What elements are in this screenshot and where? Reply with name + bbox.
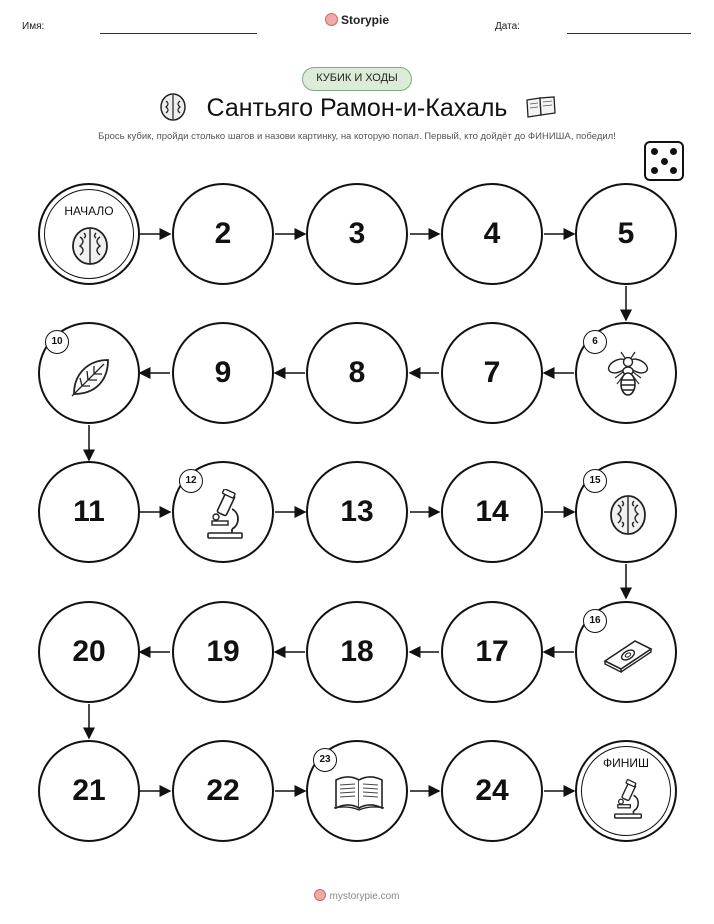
cell-number: 5 bbox=[617, 217, 635, 250]
cell-number: 8 bbox=[348, 356, 366, 389]
finish-label: ФИНИШ bbox=[602, 756, 650, 770]
cell-5 bbox=[575, 183, 677, 285]
cell-number: 4 bbox=[483, 217, 501, 250]
cell-number: 22 bbox=[206, 774, 240, 807]
instructions: Брось кубик, пройди столько шагов и назови картинку, на которую попал. Первый, кто дойдёт до ФИНИША, победил! bbox=[98, 131, 616, 142]
cell-2 bbox=[172, 183, 274, 285]
cell-7 bbox=[441, 322, 543, 424]
cell-11 bbox=[38, 461, 140, 563]
book-icon bbox=[332, 774, 386, 812]
cell-20 bbox=[38, 601, 140, 703]
cell-13 bbox=[306, 461, 408, 563]
brain-icon bbox=[606, 493, 650, 537]
cell-4 bbox=[441, 183, 543, 285]
cell-number: 21 bbox=[72, 774, 106, 807]
cell-number: 14 bbox=[475, 495, 509, 528]
cell-21 bbox=[38, 740, 140, 842]
cell-9 bbox=[172, 322, 274, 424]
cell-number-badge: 10 bbox=[45, 330, 69, 354]
cell-number: 9 bbox=[214, 356, 232, 389]
cell-19 bbox=[172, 601, 274, 703]
cell-22 bbox=[172, 740, 274, 842]
cell-24 bbox=[441, 740, 543, 842]
microscope-icon bbox=[610, 778, 646, 822]
cell-number: 7 bbox=[483, 356, 501, 389]
cell-finish bbox=[575, 740, 677, 842]
cell-number-badge: 12 bbox=[179, 469, 203, 493]
cell-number: 11 bbox=[73, 495, 105, 528]
cell-3 bbox=[306, 183, 408, 285]
cell-number: 19 bbox=[206, 635, 240, 668]
cell-14 bbox=[441, 461, 543, 563]
microscope-icon bbox=[202, 489, 248, 541]
footer-url[interactable]: mystorypie.com bbox=[329, 891, 400, 902]
cell-number-badge: 16 bbox=[583, 609, 607, 633]
cell-number: 18 bbox=[340, 635, 374, 668]
cell-8 bbox=[306, 322, 408, 424]
brain-icon bbox=[69, 225, 111, 267]
brand-name: Storypie bbox=[340, 13, 389, 27]
cell-start bbox=[38, 183, 140, 285]
category-badge: КУБИК И ХОДЫ bbox=[302, 67, 412, 91]
slide-icon bbox=[601, 637, 655, 673]
cell-18 bbox=[306, 601, 408, 703]
cell-number: 20 bbox=[72, 635, 106, 668]
date-label: Дата: bbox=[495, 21, 520, 32]
name-label: Имя: bbox=[22, 21, 45, 32]
cell-number: 13 bbox=[340, 495, 374, 528]
cell-number-badge: 15 bbox=[583, 469, 607, 493]
storypie-logo-icon bbox=[314, 889, 326, 901]
page-title: Сантьяго Рамон-и-Кахаль bbox=[206, 94, 508, 122]
leaf-icon bbox=[68, 354, 114, 400]
footer bbox=[0, 889, 714, 902]
cell-number: 17 bbox=[475, 635, 509, 668]
cell-number: 24 bbox=[475, 774, 509, 807]
bee-icon bbox=[605, 350, 651, 400]
cell-number: 3 bbox=[348, 217, 366, 250]
cell-number: 2 bbox=[214, 217, 232, 250]
cell-number-badge: 23 bbox=[313, 748, 337, 772]
start-label: НАЧАЛО bbox=[64, 204, 114, 218]
cell-17 bbox=[441, 601, 543, 703]
cell-number-badge: 6 bbox=[583, 330, 607, 354]
